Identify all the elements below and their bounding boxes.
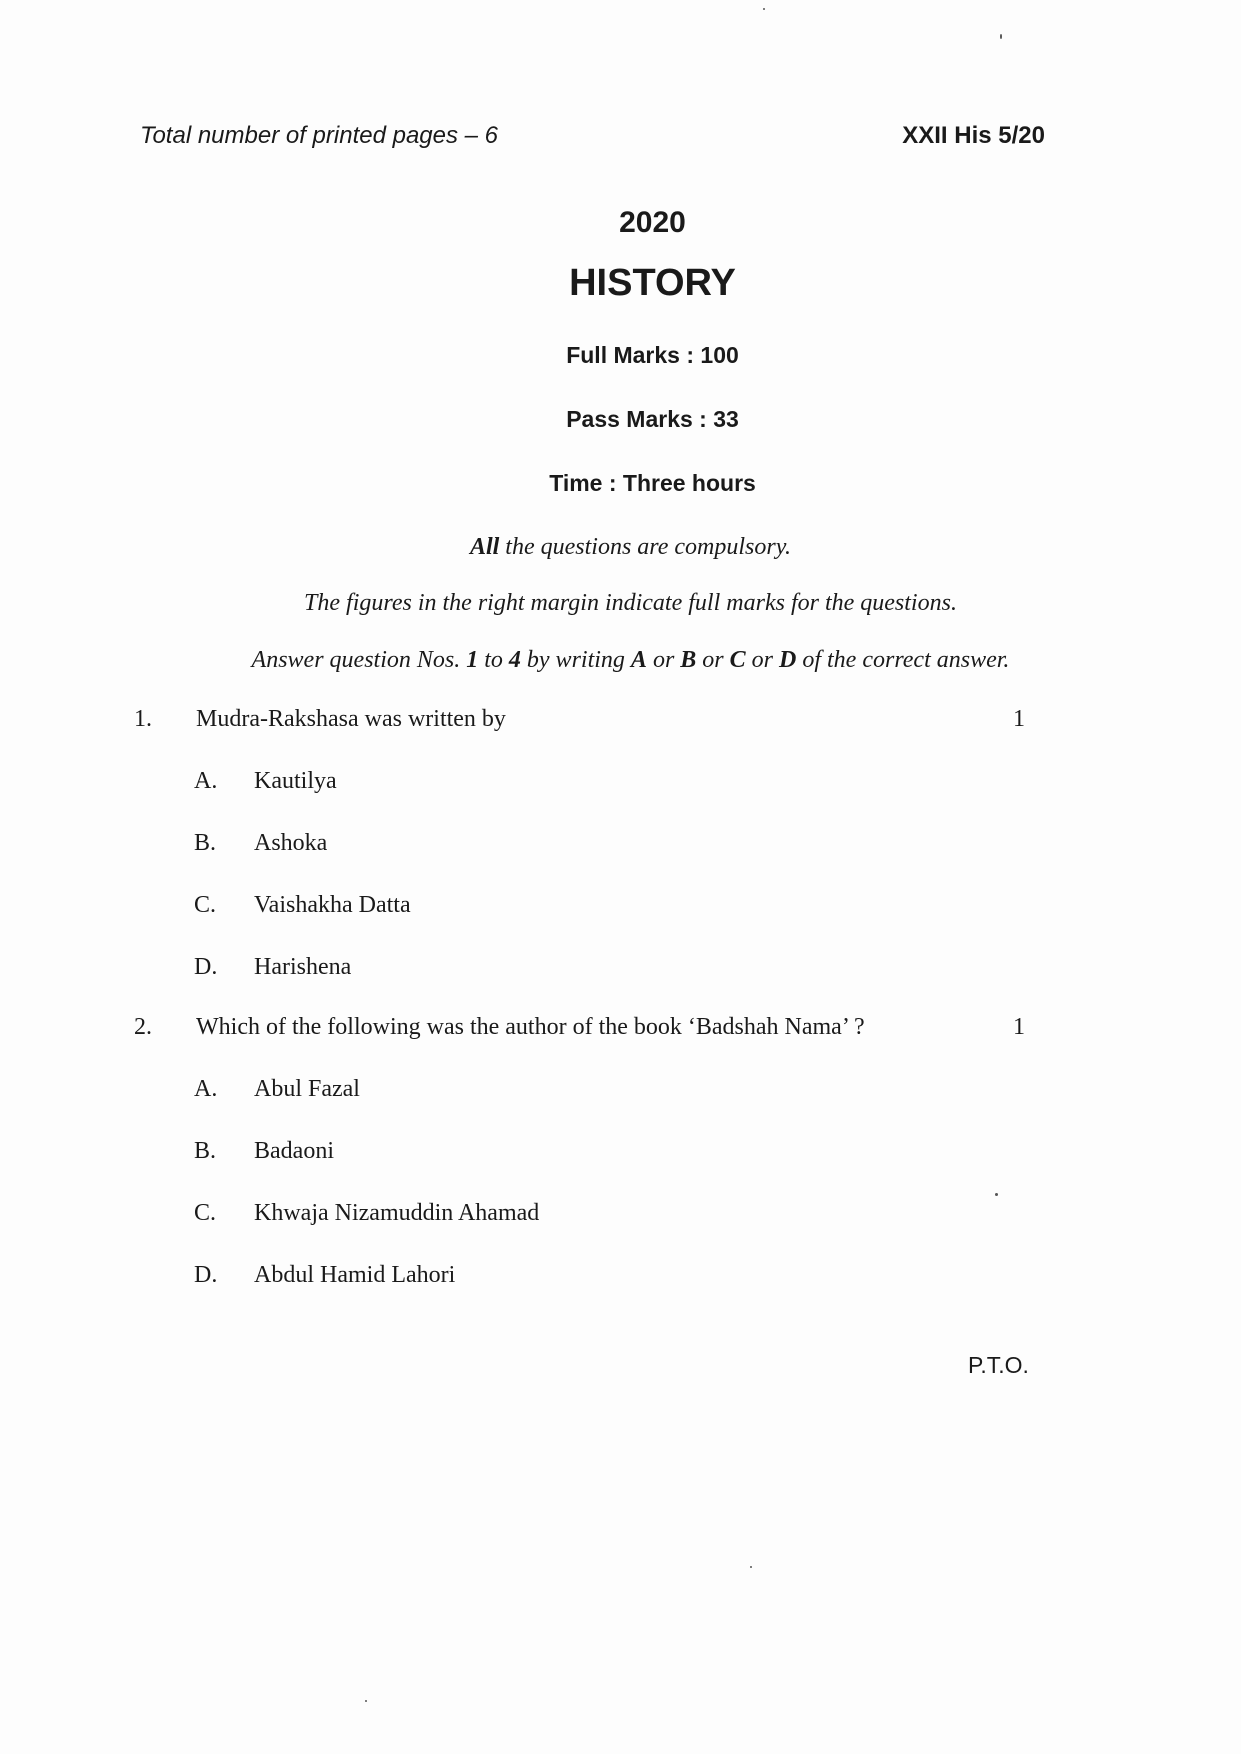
option-letter: A. [194, 1076, 218, 1102]
instruction-text: figures [346, 590, 412, 616]
instruction-marks [10, 590, 1241, 617]
option-letter: B. [194, 1138, 217, 1164]
question-marks: 1 [1013, 1014, 1025, 1040]
instruction-emphasis: C [729, 647, 746, 673]
option-letter: D. [194, 1262, 218, 1288]
instruction-text: the questions are compulsory. [499, 534, 792, 560]
subject-title: HISTORY [569, 262, 736, 304]
scan-speck [995, 1193, 998, 1196]
option-text: Ashoka [254, 830, 328, 856]
exam-year: 2020 [619, 206, 686, 239]
instruction-text: The [304, 590, 347, 616]
option-text: Khwaja Nizamuddin Ahamad [254, 1200, 540, 1226]
instruction-text: or [696, 647, 730, 673]
question-marks: 1 [1013, 706, 1025, 732]
question-number: 2. [134, 1014, 152, 1040]
instruction-text: the questions. [818, 590, 957, 616]
instruction-answer-format [10, 647, 1241, 674]
instruction-emphasis: All [469, 534, 500, 560]
instruction-text: of the correct answer. [796, 647, 1010, 673]
scan-speck [750, 1566, 752, 1568]
instruction-emphasis: A [630, 647, 647, 673]
option-text: Abul Fazal [254, 1076, 360, 1102]
instruction-text: full [688, 590, 721, 616]
instruction-text: or [646, 647, 681, 673]
instruction-text: or [745, 647, 779, 673]
full-marks: Full Marks : 100 [566, 342, 739, 368]
instruction-text: to [478, 647, 509, 673]
option-letter: A. [194, 768, 218, 794]
option-text: Kautilya [254, 768, 337, 794]
scan-speck [1000, 34, 1002, 39]
scan-speck [763, 8, 765, 10]
paper-code: XXII His 5/20 [902, 122, 1045, 149]
scan-speck [365, 1700, 367, 1702]
printed-pages-note: Total number of printed pages – 6 [140, 122, 499, 149]
option-text: Badaoni [254, 1138, 334, 1164]
option-letter: D. [194, 954, 218, 980]
instruction-text: for [790, 590, 819, 616]
pass-marks: Pass Marks : 33 [566, 406, 739, 432]
exam-time: Time : Three hours [549, 470, 756, 496]
option-letter: C. [194, 1200, 217, 1226]
question-text: Mudra-Rakshasa was written by [196, 706, 506, 732]
option-letter: B. [194, 830, 217, 856]
question-text: Which of the following was the author of the book ‘Badshah Nama’ ? [196, 1014, 865, 1040]
instruction-text: marks [720, 590, 791, 616]
question-number: 1. [134, 706, 152, 732]
instruction-text: Answer question Nos. [251, 647, 467, 673]
instruction-text: in the right margin indicate [411, 590, 689, 616]
option-text: Harishena [254, 954, 352, 980]
instruction-emphasis: D [779, 647, 797, 673]
instruction-compulsory [10, 534, 1241, 561]
option-letter: C. [194, 892, 217, 918]
option-text: Vaishakha Datta [254, 892, 411, 918]
instruction-text: by writing [520, 647, 631, 673]
option-text: Abdul Hamid Lahori [254, 1262, 456, 1288]
instruction-emphasis: 1 [466, 647, 479, 673]
please-turn-over: P.T.O. [968, 1352, 1029, 1378]
instruction-emphasis: 4 [508, 647, 521, 673]
instruction-emphasis: B [680, 647, 697, 673]
